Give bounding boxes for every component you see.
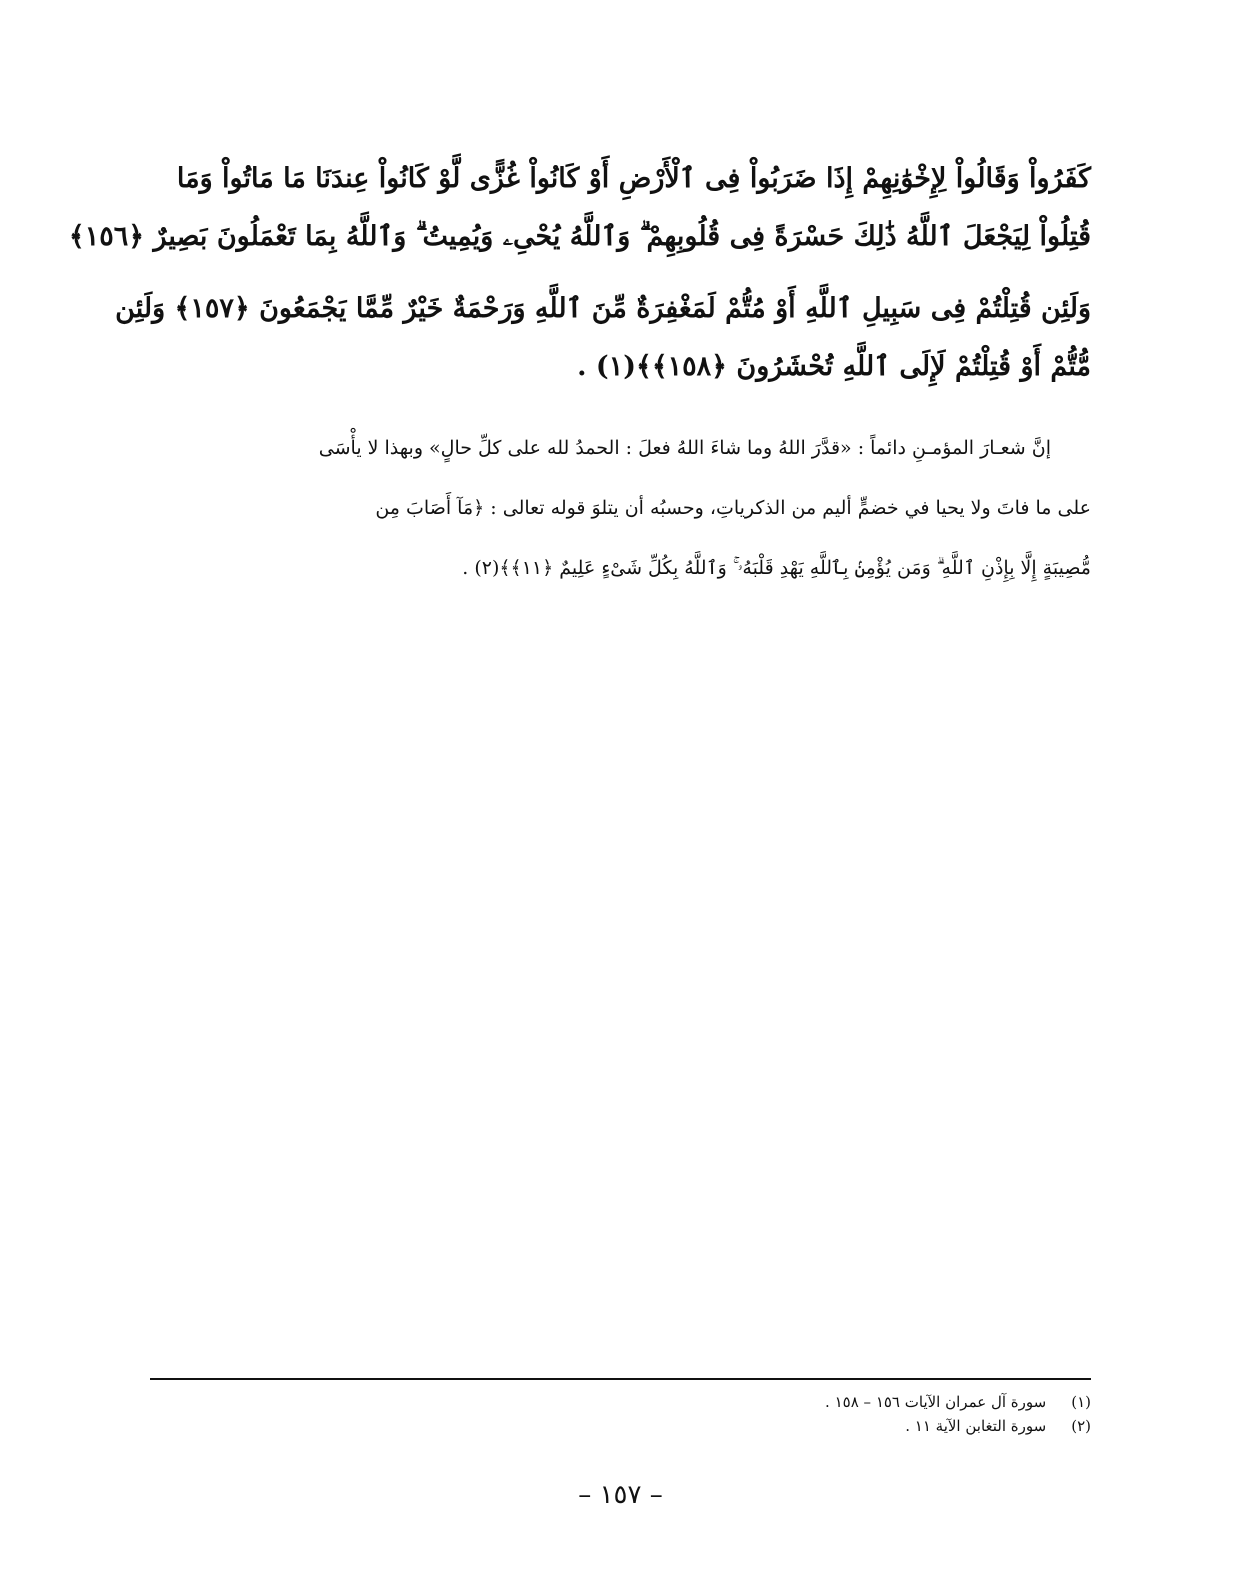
footnote: [153, 1414, 1091, 1438]
paragraph-line: على ما فاتَ ولا يحيا في خضمٍّ أليم من الذكرياتِ، وحسبُه أن يتلوَ قوله تعالى : ﴿مَآ أَصَابَ مِن: [375, 497, 1091, 519]
body-paragraph: [153, 418, 1091, 598]
footnote-number: (٢): [1071, 1417, 1091, 1435]
paragraph-line: مُّصِيبَةٍ إِلَّا بِإِذْنِ ٱللَّهِ ۗ وَمَن يُؤْمِنۢ بِٱللَّهِ يَهْدِ قَلْبَهُۥ ۚ وَٱللَّهُ بِكُلِّ شَىْءٍ عَلِيمٌ ﴿١١﴾﴾(٢) .: [462, 557, 1091, 579]
footnotes: [153, 1390, 1091, 1438]
quran-line: مُّتُّمْ أَوْ قُتِلْتُمْ لَإِلَى ٱللَّهِ تُحْشَرُونَ ﴿١٥٨﴾﴾(١) .: [577, 351, 1091, 382]
paragraph-line: إنَّ شعـارَ المؤمـنِ دائماً : «قدَّرَ اللهُ وما شاءَ اللهُ فعلَ : الحمدُ لله على كلِّ حالٍ» وبهذا لا يأْسَى: [318, 437, 1051, 459]
page-number: – ١٥٧ –: [578, 1480, 663, 1510]
quran-passage: [68, 150, 1091, 396]
footnote: [153, 1390, 1091, 1414]
quran-line: كَفَرُواْ وَقَالُواْ لِإِخْوَٰنِهِمْ إِذَا ضَرَبُواْ فِى ٱلْأَرْضِ أَوْ كَانُواْ غُزًّى لَّوْ كَانُواْ عِندَنَا مَا مَاتُواْ وَمَا: [176, 163, 1091, 194]
quran-line: وَلَئِن قُتِلْتُمْ فِى سَبِيلِ ٱللَّهِ أَوْ مُتُّمْ لَمَغْفِرَةٌ مِّنَ ٱللَّهِ وَرَحْمَةٌ خَيْرٌ مِّمَّا يَجْمَعُونَ ﴿١٥٧﴾ وَلَئِن: [115, 293, 1091, 324]
line-gap: [153, 266, 1091, 280]
footnote-text: سورة التغابن الآية ١١ .: [905, 1417, 1047, 1435]
footnote-number: (١): [1071, 1393, 1091, 1411]
footnote-text: سورة آل عمران الآيات ١٥٦ – ١٥٨ .: [825, 1393, 1047, 1411]
quran-line: قُتِلُواْ لِيَجْعَلَ ٱللَّهُ ذَٰلِكَ حَسْرَةً فِى قُلُوبِهِمْ ۗ وَٱللَّهُ يُحْىِۦ وَيُمِيتُ ۗ وَٱللَّهُ بِمَا تَعْمَلُونَ بَصِيرٌ ﴿١٥٦﴾: [68, 221, 1091, 252]
footnote-divider: [150, 1378, 1091, 1380]
